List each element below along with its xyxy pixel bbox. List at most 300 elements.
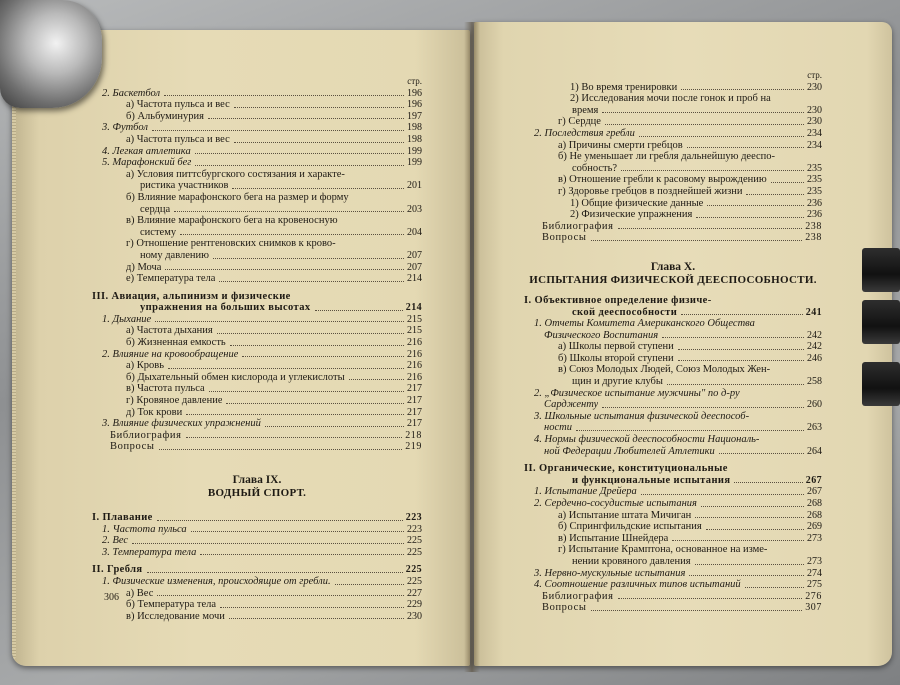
toc-entry-title: 3. Футбол [102, 122, 148, 134]
toc-entry-page: 275 [807, 579, 822, 591]
toc-entry [92, 337, 422, 349]
toc-entry-title: г) Здоровье гребцов в позднейшей жизни [558, 185, 743, 197]
toc-entry-title: а) Условия питтсбургского состязания и характе- [126, 168, 345, 180]
toc-entry-title: 3. Нервно-мускульные испытания [534, 567, 686, 579]
toc-entry [92, 372, 422, 384]
toc-entry-title: 1) Общие физические данные [570, 197, 704, 209]
dot-leader [230, 345, 404, 346]
dot-leader [159, 449, 403, 450]
toc-entry-title: ристика участников [140, 180, 229, 192]
toc-entry [92, 383, 422, 395]
toc-entry-title: а) Кровь [126, 360, 165, 372]
toc-entry [524, 486, 822, 498]
toc-entry-page: 216 [407, 360, 422, 372]
dot-leader [602, 112, 804, 113]
toc-entry [524, 544, 822, 556]
page-column-header: стр. [807, 70, 822, 80]
toc-entry-title: ной Федерации Любителей Атлетики [544, 445, 715, 457]
toc-entry [524, 128, 822, 140]
toc-entry-page: 235 [807, 162, 822, 174]
dot-leader [157, 595, 404, 596]
toc-entry [92, 349, 422, 361]
toc-entry-page: 268 [807, 498, 822, 509]
dot-leader [639, 136, 804, 137]
toc-entry-title: 3. Температура тела [102, 546, 197, 558]
dot-leader [591, 610, 803, 611]
toc-entry [524, 602, 822, 614]
toc-entry-title: 1. Дыхание [102, 313, 152, 325]
toc-entry-page: 218 [405, 429, 422, 441]
toc-group [92, 564, 422, 622]
toc-entry [524, 232, 822, 244]
toc-entry-title: 2. Вес [102, 535, 129, 547]
toc-entry-title: Сардженту [544, 399, 599, 411]
toc-entry-page: 258 [807, 376, 822, 388]
dot-leader [707, 205, 804, 206]
page-edges [12, 60, 16, 660]
toc-entry-page: 273 [807, 555, 822, 567]
toc-entry [92, 262, 422, 274]
toc-entry-title: 2. „Физическое испытание мужчины" по д-ру [534, 387, 740, 399]
toc-entry-title: 3. Влияние физических упражнений [102, 418, 261, 430]
toc-entry-title: 1. Испытание Дрейера [534, 486, 637, 498]
toc-entry [524, 399, 822, 411]
toc-entry-title: а) Частота дыхания [126, 325, 213, 337]
toc-entry-page: 238 [805, 232, 822, 244]
toc-entry-title: б) Альбуминурия [126, 110, 204, 122]
toc-entry-page: 223 [405, 512, 422, 523]
toc-entry-title: Библиография [542, 220, 614, 232]
dot-leader [672, 540, 804, 541]
toc-entry-page: 267 [807, 486, 822, 498]
dot-leader [618, 228, 803, 229]
toc-entry-page: 225 [407, 535, 422, 547]
chapter-label: Глава IX. [232, 474, 282, 486]
toc-entry-page: 246 [807, 352, 822, 364]
toc-entry [524, 82, 822, 94]
toc-entry [524, 151, 822, 163]
toc-entry [524, 105, 822, 117]
toc-entry-title: в) Частота пульса [126, 383, 205, 395]
toc-entry-title: а) Причины смерти гребцов [558, 139, 683, 151]
toc-entry [92, 325, 422, 337]
toc-entry-page: 219 [405, 441, 422, 453]
dot-leader [180, 234, 404, 235]
dot-leader [234, 107, 404, 108]
toc-entry-page: 197 [407, 110, 422, 122]
toc-entry-page: 264 [807, 445, 822, 457]
toc-entry-title: е) Температура тела [126, 273, 216, 285]
dot-leader [695, 517, 804, 518]
toc-entry [524, 307, 822, 319]
right-toc-column [524, 0, 822, 614]
toc-entry-page: 214 [407, 273, 422, 285]
toc-entry-page: 199 [407, 145, 422, 157]
toc-entry-page: 214 [405, 302, 422, 314]
toc-entry [92, 146, 422, 158]
dot-leader [641, 494, 804, 495]
dot-leader [229, 618, 404, 619]
toc-entry-page: 230 [807, 81, 822, 93]
toc-entry-title: Вопросы [110, 441, 155, 453]
toc-entry-title: г) Кровяное давление [126, 395, 223, 407]
toc-entry [524, 521, 822, 533]
toc-entry [524, 295, 822, 307]
dot-leader [681, 314, 803, 315]
dot-leader [689, 575, 804, 576]
toc-entry [524, 533, 822, 545]
toc-entry [524, 174, 822, 186]
toc-entry-page: 198 [407, 133, 422, 145]
dot-leader [618, 598, 803, 599]
toc-entry-title: в) Отношение гребли к расовому вырождению [558, 174, 767, 186]
toc-entry-page: 225 [405, 564, 422, 576]
toc-entry-title: и функциональные испытания [572, 474, 731, 486]
toc-entry-page: 267 [805, 474, 822, 486]
book-gutter [464, 22, 480, 672]
toc-entry-page: 230 [407, 610, 422, 622]
dot-leader [701, 506, 804, 507]
dot-leader [152, 130, 404, 131]
binder-clip [862, 362, 900, 406]
toc-entry-title: в) Влияние марафонского бега на кровеносную [126, 215, 338, 227]
chapter-title: ИСПЫТАНИЯ ФИЗИЧЕСКОЙ ДЕЕСПОСОБНОСТИ. [529, 273, 817, 286]
toc-entry-page: 234 [807, 139, 822, 151]
toc-entry [524, 209, 822, 221]
toc-entry-page: 230 [807, 116, 822, 128]
toc-entry-page: 216 [407, 348, 422, 360]
dot-leader [662, 337, 804, 338]
toc-entry [92, 291, 422, 303]
toc-entry [92, 250, 422, 262]
toc-entry-page: 236 [807, 197, 822, 209]
toc-entry [92, 588, 422, 600]
toc-group [92, 88, 422, 285]
toc-entry-title: 5. Марафонский бег [102, 157, 192, 169]
toc-entry-title: в) Исследование мочи [126, 610, 225, 622]
toc-entry [524, 376, 822, 388]
toc-entry-page: 235 [807, 185, 822, 197]
toc-entry-page: 274 [807, 567, 822, 579]
toc-entry [92, 407, 422, 419]
toc-entry [92, 169, 422, 181]
toc-entry-page: 263 [807, 422, 822, 434]
toc-entry [92, 227, 422, 239]
toc-entry [92, 204, 422, 216]
toc-entry [524, 568, 822, 580]
dot-leader [771, 182, 804, 183]
toc-entry-title: 1) Во время тренировки [570, 81, 678, 93]
dot-leader [186, 414, 404, 415]
toc-entry-title: 3. Школьные испытания физической дееспособ- [534, 410, 750, 422]
toc-entry-title: б) Температура тела [126, 599, 217, 611]
dot-leader [695, 564, 804, 565]
toc-entry [92, 238, 422, 250]
toc-entry-page: 236 [807, 209, 822, 221]
toc-group [92, 512, 422, 558]
toc-entry-title: б) Дыхательный обмен кислорода и углекислоты [126, 371, 345, 383]
toc-entry-title: Физического Воспитания [544, 329, 659, 341]
toc-entry-page: 199 [407, 157, 422, 169]
toc-entry-page: 207 [407, 249, 422, 261]
toc-entry [524, 388, 822, 400]
toc-entry-title: г) Испытание Крамптона, основанное на изме- [558, 544, 768, 556]
toc-entry-page: 198 [407, 122, 422, 134]
dot-leader [745, 587, 804, 588]
toc-entry-page: 230 [807, 104, 822, 116]
dot-leader [220, 607, 404, 608]
toc-entry [524, 422, 822, 434]
dot-leader [217, 333, 404, 334]
toc-entry-title: а) Школы первой ступени [558, 341, 674, 353]
toc-entry-page: 201 [407, 180, 422, 192]
dot-leader [208, 118, 404, 119]
dot-leader [349, 379, 404, 380]
dot-leader [219, 281, 404, 282]
toc-entry-title: 1. Отчеты Комитета Американского Общества [534, 318, 755, 330]
page-number: 306 [104, 592, 119, 603]
toc-entry-page: 307 [805, 602, 822, 614]
toc-entry [92, 535, 422, 547]
dot-leader [234, 142, 404, 143]
toc-entry-title: б) Влияние марафонского бега на размер и форму [126, 191, 349, 203]
toc-entry-page: 235 [807, 174, 822, 186]
toc-entry [524, 498, 822, 510]
toc-entry-page: 196 [407, 87, 422, 99]
toc-entry-title: II. Органические, конституциональные [524, 463, 728, 475]
dot-leader [186, 437, 403, 438]
toc-entry [92, 441, 422, 453]
toc-entry-title: собность? [572, 162, 618, 174]
toc-entry [524, 434, 822, 446]
toc-entry [524, 579, 822, 591]
toc-entry [92, 157, 422, 169]
toc-entry-page: 225 [407, 575, 422, 587]
page-column-header: стр. [407, 76, 422, 86]
toc-entry [524, 353, 822, 365]
toc-entry [524, 140, 822, 152]
dot-leader [681, 89, 804, 90]
toc-entry-page: 203 [407, 203, 422, 215]
toc-entry [524, 591, 822, 603]
toc-entry-title: время [572, 104, 599, 116]
dot-leader [335, 584, 404, 585]
dot-leader [746, 194, 804, 195]
toc-entry-page: 217 [407, 395, 422, 407]
toc-entry-page: 227 [407, 587, 422, 599]
toc-entry [92, 360, 422, 372]
toc-entry-title: а) Частота пульса и вес [126, 133, 230, 145]
toc-entry [92, 599, 422, 611]
toc-entry [524, 341, 822, 353]
toc-entry [92, 99, 422, 111]
toc-entry [92, 547, 422, 559]
dot-leader [157, 520, 403, 521]
dot-leader [576, 430, 804, 431]
toc-entry-page: 238 [805, 220, 822, 232]
binder-clip [862, 300, 900, 344]
toc-entry [524, 446, 822, 458]
dot-leader [621, 170, 804, 171]
toc-entry [92, 88, 422, 100]
dot-leader [132, 543, 404, 544]
toc-entry [524, 198, 822, 210]
toc-entry-page: 217 [407, 406, 422, 418]
toc-entry-title: 2. Последствия гребли [534, 127, 635, 139]
toc-entry-title: б) Спрингфильдские испытания [558, 521, 702, 533]
dot-leader [667, 384, 804, 385]
toc-entry [92, 180, 422, 192]
dot-leader [687, 147, 804, 148]
toc-entry-title: III. Авиация, альпинизм и физические [92, 290, 291, 302]
toc-entry-title: щин и другие клубы [572, 376, 663, 388]
toc-entry [92, 215, 422, 227]
toc-entry-page: 260 [807, 399, 822, 411]
dot-leader [242, 356, 404, 357]
dot-leader [200, 554, 404, 555]
toc-entry-title: 4. Легкая атлетика [102, 145, 191, 157]
dot-leader [165, 269, 404, 270]
toc-entry-page: 215 [407, 325, 422, 337]
toc-group [524, 295, 822, 457]
toc-entry [92, 524, 422, 536]
toc-entry [524, 330, 822, 342]
toc-entry-page: 217 [407, 418, 422, 430]
toc-entry-page: 225 [407, 546, 422, 558]
toc-entry [524, 556, 822, 568]
toc-entry-title: Вопросы [542, 602, 587, 614]
dot-leader [191, 531, 404, 532]
toc-entry [92, 418, 422, 430]
toc-entry [92, 395, 422, 407]
toc-entry-page: 241 [805, 306, 822, 318]
dot-leader [706, 529, 804, 530]
toc-entry [92, 611, 422, 623]
toc-entry [524, 93, 822, 105]
toc-entry-page: 216 [407, 371, 422, 383]
toc-entry-page: 215 [407, 313, 422, 325]
toc-entry-title: систему [140, 226, 177, 238]
toc-entry-title: г) Отношение рентгеновских снимков к крово- [126, 238, 336, 250]
toc-entry-title: ской дееспособности [572, 306, 678, 318]
chapter-label: Глава X. [650, 260, 696, 273]
dot-leader [155, 321, 404, 322]
toc-entry-title: сердца [140, 203, 171, 215]
toc-entry-page: 273 [807, 532, 822, 544]
toc-entry [92, 273, 422, 285]
toc-entry [524, 221, 822, 233]
toc-entry-title: упражнения на больших высотах [140, 302, 311, 314]
dot-leader [696, 217, 804, 218]
toc-entry [524, 116, 822, 128]
toc-entry-title: 2. Влияние на кровообращение [102, 348, 239, 360]
dot-leader [174, 211, 404, 212]
toc-entry-title: в) Союз Молодых Людей, Союз Молодых Жен- [558, 364, 771, 376]
toc-entry [92, 576, 422, 588]
toc-entry-title: б) Школы второй ступени [558, 352, 674, 364]
toc-entry-title: 2. Сердечно-сосудистые испытания [534, 498, 697, 509]
binder-clip [862, 248, 900, 292]
toc-entry-title: а) Испытание штата Мичиган [558, 509, 692, 521]
toc-entry [524, 475, 822, 487]
toc-entry [524, 163, 822, 175]
toc-entry-page: 217 [407, 383, 422, 395]
dot-leader [734, 482, 802, 483]
toc-entry [92, 564, 422, 576]
toc-entry [524, 318, 822, 330]
toc-entry-page: 269 [807, 521, 822, 533]
toc-entry-title: а) Вес [126, 587, 154, 599]
toc-entry-title: 2) Исследования мочи после гонок и проб на [570, 93, 771, 105]
toc-entry-title: 1. Частота пульса [102, 523, 187, 535]
toc-entry-title: Библиография [110, 429, 182, 441]
toc-entry-title: I. Объективное определение физиче- [524, 294, 712, 306]
toc-group [524, 463, 822, 614]
toc-entry-title: 2) Физические упражнения [570, 209, 693, 221]
dot-leader [719, 453, 804, 454]
toc-entry-title: Вопросы [542, 232, 587, 244]
toc-entry-title: 1. Физические изменения, происходящие от гребли. [102, 575, 331, 587]
toc-entry [92, 430, 422, 442]
toc-entry [92, 111, 422, 123]
dot-leader [164, 95, 404, 96]
dot-leader [678, 360, 804, 361]
toc-entry-title: д) Моча [126, 261, 162, 273]
toc-entry-page: 196 [407, 99, 422, 111]
dot-leader [678, 349, 804, 350]
toc-entry-page: 276 [805, 590, 822, 602]
dot-leader [209, 391, 404, 392]
toc-entry [524, 364, 822, 376]
toc-entry-title: 2. Баскетбол [102, 87, 161, 99]
toc-entry-page: 268 [807, 509, 822, 521]
toc-entry-page: 242 [807, 341, 822, 353]
toc-entry-title: Библиография [542, 590, 614, 602]
toc-entry-page: 229 [407, 599, 422, 611]
toc-entry [524, 186, 822, 198]
metal-weight [0, 0, 102, 108]
toc-entry-title: нении кровяного давления [572, 555, 691, 567]
toc-entry [524, 411, 822, 423]
dot-leader [147, 572, 403, 573]
dot-leader [232, 188, 404, 189]
toc-entry-title: 4. Соотношение различных типов испытаний [534, 579, 741, 591]
toc-entry-title: д) Ток крови [126, 406, 183, 418]
chapter-title: ВОДНЫЙ СПОРТ. [207, 487, 307, 499]
dot-leader [602, 407, 804, 408]
toc-entry-title: ности [544, 422, 572, 434]
toc-entry-title: г) Сердце [558, 116, 601, 128]
toc-entry-title: 4. Нормы физической дееспособности Националь- [534, 434, 760, 446]
toc-entry-title: в) Испытание Шнейдера [558, 532, 669, 544]
toc-entry-title: а) Частота пульса и вес [126, 99, 230, 111]
toc-entry-title: II. Гребля [92, 564, 143, 576]
toc-entry-title: ному давлению [140, 249, 209, 261]
toc-entry-page: 216 [407, 337, 422, 349]
dot-leader [226, 403, 404, 404]
dot-leader [265, 426, 404, 427]
toc-entry-page: 223 [407, 523, 422, 535]
toc-entry [92, 134, 422, 146]
toc-entry [92, 512, 422, 524]
dot-leader [315, 310, 403, 311]
toc-entry [92, 122, 422, 134]
toc-entry [92, 192, 422, 204]
toc-entry-page: 204 [407, 226, 422, 238]
dot-leader [195, 165, 404, 166]
toc-entry-page: 207 [407, 261, 422, 273]
toc-entry-title: б) Жизненная емкость [126, 337, 226, 349]
